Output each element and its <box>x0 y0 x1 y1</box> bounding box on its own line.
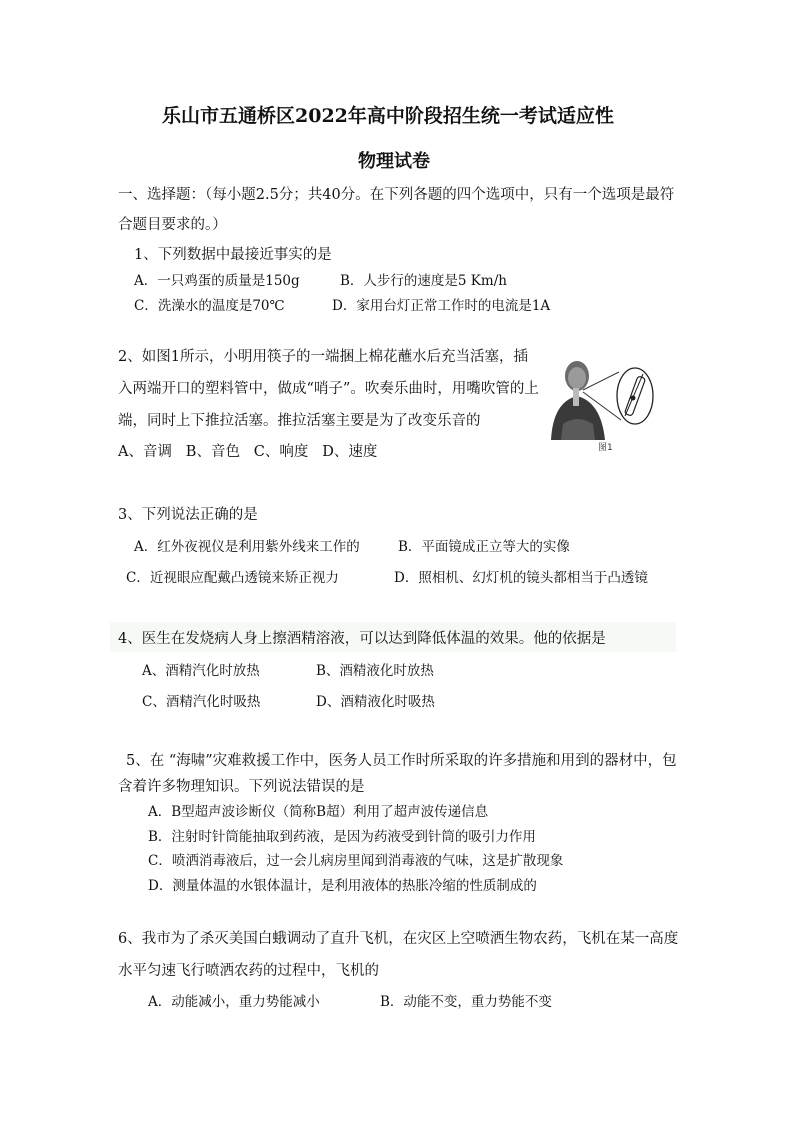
section-heading-cont: 合题目要求的。） <box>118 217 227 233</box>
question-3-option-d: D．照相机、幻灯机的镜头都相当于凸透镜 <box>394 570 648 586</box>
question-4-option-a: A、酒精汽化时放热 <box>142 663 260 679</box>
question-2-options: A、音调 B、音色 C、响度 D、速度 <box>118 444 378 460</box>
question-2-line-3: 端，同时上下推拉活塞。推拉活塞主要是为了改变乐音的 <box>118 413 481 429</box>
question-3-option-a: A．红外夜视仪是利用紫外线来工作的 <box>134 539 360 555</box>
question-5-option-c: C．喷洒消毒液后，过一会儿病房里闻到消毒液的气味，这是扩散现象 <box>148 853 564 869</box>
section-heading: 一、选择题：（每小题2.5分；共40分。在下列各题的四个选项中，只有一个选项是最符 <box>118 187 675 203</box>
question-1-option-a: A．一只鸡蛋的质量是150g <box>134 273 300 289</box>
question-1-option-b: B．人步行的速度是5 Km/h <box>340 273 507 289</box>
question-1-option-c: C．洗澡水的温度是70℃ <box>134 298 285 314</box>
question-2-line-2: 入两端开口的塑料管中，做成“哨子”。吹奏乐曲时，用嘴吹管的上 <box>118 381 539 397</box>
question-5-option-a: A．B型超声波诊断仪（简称B超）利用了超声波传递信息 <box>148 804 489 820</box>
question-4-option-d: D、酒精液化时吸热 <box>316 694 435 710</box>
exam-title: 乐山市五通桥区2022年高中阶段招生统一考试适应性 <box>162 105 614 127</box>
question-6-line-1: 6、我市为了杀灭美国白蛾调动了直升飞机，在灾区上空喷洒生物农药，飞机在某一高度 <box>118 931 679 947</box>
question-5-option-b: B．注射时针筒能抽取到药液，是因为药液受到针筒的吸引力作用 <box>148 829 536 845</box>
exam-subtitle: 物理试卷 <box>358 151 430 172</box>
question-2-line-1: 2、如图1所示，小明用筷子的一端捆上棉花蘸水后充当活塞，插 <box>118 349 528 365</box>
question-3-stem: 3、下列说法正确的是 <box>118 507 258 523</box>
question-1-stem: 1、下列数据中最接近事实的是 <box>134 247 332 263</box>
question-4-stem: 4、医生在发烧病人身上擦酒精溶液，可以达到降低体温的效果。他的依据是 <box>118 631 606 647</box>
question-1-option-d: D．家用台灯正常工作时的电流是1A <box>332 298 551 314</box>
question-4-option-c: C、酒精汽化时吸热 <box>142 694 261 710</box>
question-4-option-b: B、酒精液化时放热 <box>316 663 434 679</box>
question-6-option-b: B．动能不变，重力势能不变 <box>380 994 552 1010</box>
question-3-option-b: B．平面镜成正立等大的实像 <box>398 539 570 555</box>
question-6-option-a: A．动能减小，重力势能减小 <box>148 994 320 1010</box>
figure-1 <box>543 354 657 452</box>
question-5-line-2: 含着许多物理知识。下列说法错误的是 <box>118 779 365 795</box>
question-3-option-c: C．近视眼应配戴凸透镜来矫正视力 <box>126 570 339 586</box>
question-5-option-d: D．测量体温的水银体温计，是利用液体的热胀冷缩的性质制成的 <box>148 878 537 894</box>
boy-with-whistle-illustration <box>543 354 657 440</box>
figure-1-caption: 图1 <box>598 443 613 453</box>
question-6-line-2: 水平匀速飞行喷洒农药的过程中，飞机的 <box>118 963 379 979</box>
question-5-line-1: 5、在 “海啸”灾难救援工作中，医务人员工作时所采取的许多措施和用到的器材中，包 <box>126 753 677 769</box>
